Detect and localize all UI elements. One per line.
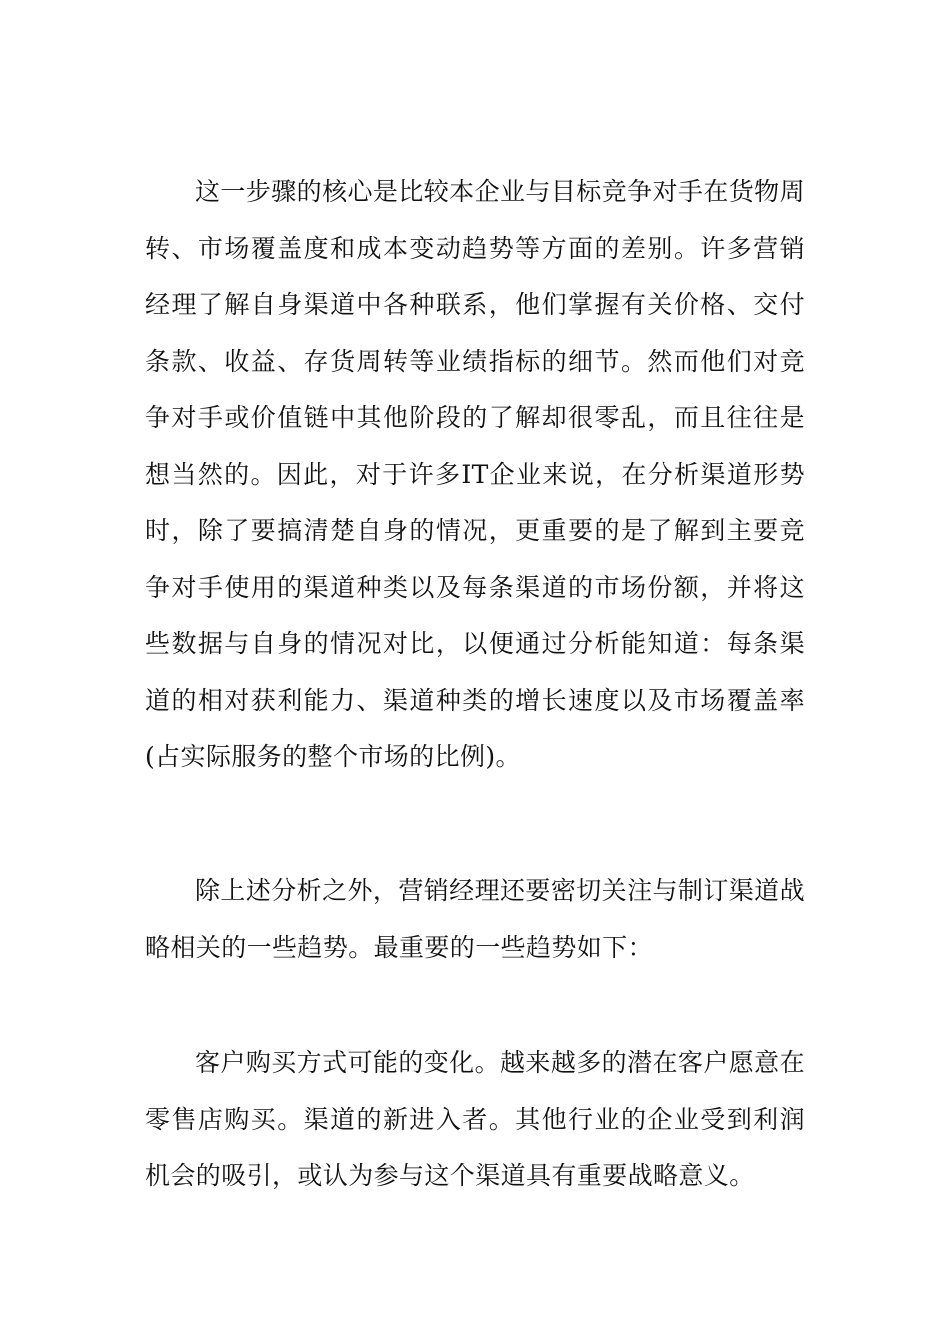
- paragraph-channel-analysis: 这一步骤的核心是比较本企业与目标竞争对手在货物周转、市场覆盖度和成本变动趋势等方面的差别。许多营销经理了解自身渠道中各种联系，他们掌握有关价格、交付条款、收益、存货周转等业绩指标的细节。然而他们对竞争对手或价值链中其他阶段的了解却很零乱，而且往往是想当然的。因此，对于许多IT企业来说，在分析渠道形势时，除了要搞清楚自身的情况，更重要的是了解到主要竞争对手使用的渠道种类以及每条渠道的市场份额，并将这些数据与自身的情况对比，以便通过分析能知道：每条渠道的相对获利能力、渠道种类的增长速度以及市场覆盖率(占实际服务的整个市场的比例)。: [145, 177, 805, 771]
- paragraph-trends-intro: 除上述分析之外，营销经理还要密切关注与制订渠道战略相关的一些趋势。最重要的一些趋势如下：: [145, 876, 805, 962]
- paragraph-customer-trends: 客户购买方式可能的变化。越来越多的潜在客户愿意在零售店购买。渠道的新进入者。其他行业的企业受到利润机会的吸引，或认为参与这个渠道具有重要战略意义。: [145, 1048, 805, 1190]
